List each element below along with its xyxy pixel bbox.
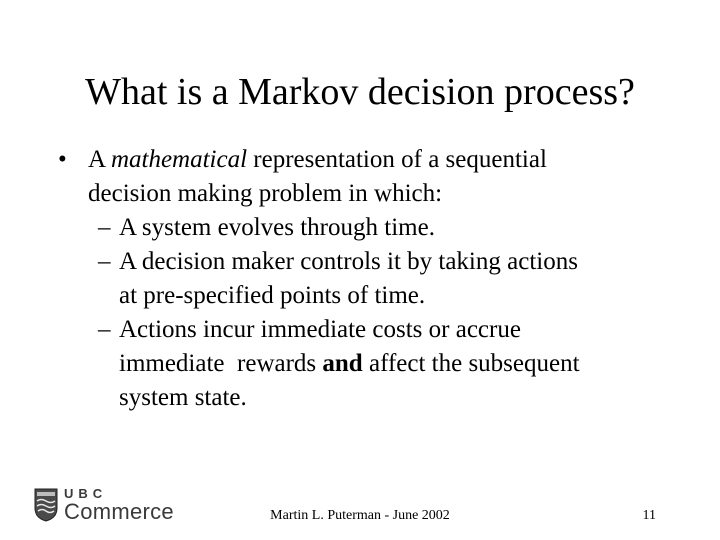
bullet-icon: • [58, 146, 67, 173]
bullet-prefix: A [88, 146, 111, 173]
dash-icon: – [98, 316, 111, 343]
sub-item-2 [58, 245, 678, 279]
sub-item-3-line-2 [58, 347, 678, 381]
logo-top-text: UBC [64, 486, 108, 501]
page-number: 11 [642, 508, 656, 523]
slide-title: What is a Markov decision process? [85, 71, 635, 113]
dash-icon: – [98, 214, 111, 241]
sub-item-1 [58, 211, 678, 245]
sub-item-3-line-3: system state. [119, 384, 247, 411]
sub-item-1-text: A system evolves through time. [119, 214, 435, 241]
main-bullet-line-2: decision making problem in which: [88, 180, 443, 207]
bullet-emphasis: mathematical [110, 146, 248, 173]
sub-item-3 [58, 313, 678, 347]
sub-item-3-bold: and [322, 350, 363, 377]
sub-item-3-text: Actions incur immediate costs or accrue [119, 316, 521, 343]
slide-body [58, 143, 678, 415]
sub-item-2-text: A decision maker controls it by taking actions [119, 248, 578, 275]
logo-bottom-text: Commerce [64, 499, 174, 524]
sub-item-2-line-2: at pre-specified points of time. [119, 282, 426, 309]
dash-icon: – [98, 248, 111, 275]
sub-item-3-line-2-pre: immediate rewards [119, 350, 323, 377]
bullet-rest: representation of a sequential [247, 146, 547, 173]
footer-author-date: Martin L. Puterman - June 2002 [270, 508, 450, 523]
sub-item-3-line-2-post: affect the subsequent [362, 350, 580, 377]
main-bullet-line-1 [58, 143, 678, 177]
